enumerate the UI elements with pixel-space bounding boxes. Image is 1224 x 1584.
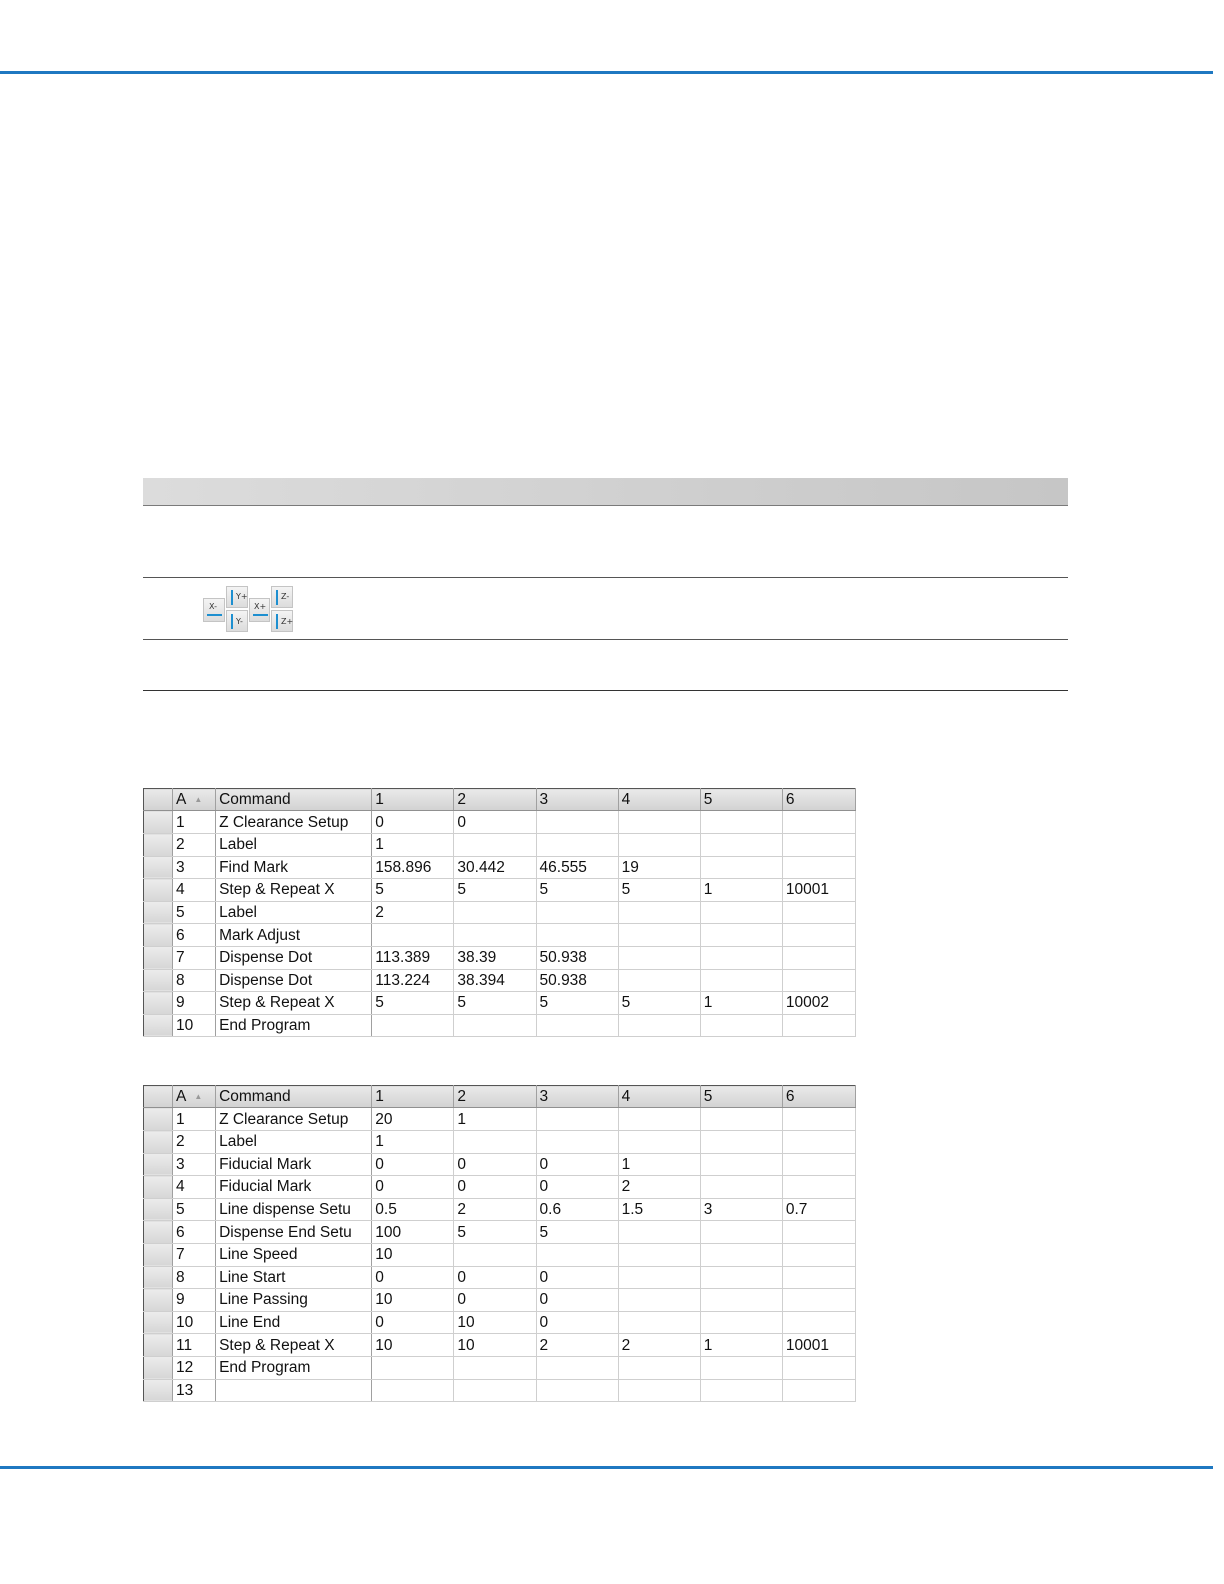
param-cell[interactable]	[700, 1356, 782, 1379]
param-cell[interactable]	[372, 1014, 454, 1037]
info-table-row	[143, 640, 1068, 691]
param-cell[interactable]: 0	[536, 1176, 618, 1199]
row-number-cell[interactable]: 6	[173, 1221, 216, 1244]
param-cell[interactable]: 19	[618, 856, 700, 879]
column-header[interactable]: 6	[782, 1086, 855, 1108]
param-cell[interactable]: 5	[454, 992, 536, 1015]
table-row	[144, 992, 856, 1015]
command-cell[interactable]: Z Clearance Setup	[216, 811, 372, 834]
table-row	[144, 1379, 856, 1402]
row-selector[interactable]	[144, 1221, 173, 1244]
param-cell[interactable]	[536, 1379, 618, 1402]
row-number-cell[interactable]: 7	[173, 946, 216, 969]
param-cell[interactable]: 0.6	[536, 1198, 618, 1221]
table-row	[144, 1014, 856, 1037]
command-cell[interactable]: Step & Repeat X	[216, 1334, 372, 1357]
param-cell[interactable]	[700, 1221, 782, 1244]
param-cell[interactable]: 1	[372, 1131, 454, 1154]
table-row	[144, 1334, 856, 1357]
param-cell[interactable]	[700, 924, 782, 947]
command-cell[interactable]: Fiducial Mark	[216, 1153, 372, 1176]
row-number-cell[interactable]: 3	[173, 1153, 216, 1176]
param-cell[interactable]	[454, 1014, 536, 1037]
param-cell[interactable]	[782, 1221, 855, 1244]
arrow-up-icon	[276, 590, 278, 605]
param-cell[interactable]: 1	[700, 992, 782, 1015]
param-cell[interactable]: 50.938	[536, 946, 618, 969]
param-cell[interactable]: 1	[700, 879, 782, 902]
param-cell[interactable]: 2	[536, 1334, 618, 1357]
param-cell[interactable]: 0	[372, 811, 454, 834]
column-header[interactable]: 5	[700, 1086, 782, 1108]
param-cell[interactable]: 10002	[782, 992, 855, 1015]
param-cell[interactable]	[618, 1221, 700, 1244]
row-selector[interactable]	[144, 1108, 173, 1131]
row-number-cell[interactable]: 1	[173, 811, 216, 834]
param-cell[interactable]	[700, 1311, 782, 1334]
param-cell[interactable]: 0	[372, 1266, 454, 1289]
column-header[interactable]: 2	[454, 1086, 536, 1108]
command-cell[interactable]: Label	[216, 1131, 372, 1154]
row-selector[interactable]	[144, 1014, 173, 1037]
command-cell[interactable]: Dispense Dot	[216, 946, 372, 969]
param-cell[interactable]	[700, 1176, 782, 1199]
param-cell[interactable]: 10	[454, 1334, 536, 1357]
table-row	[144, 811, 856, 834]
param-cell[interactable]	[782, 1243, 855, 1266]
column-header[interactable]: 1	[372, 1086, 454, 1108]
param-cell[interactable]: 100	[372, 1221, 454, 1244]
param-cell[interactable]: 0	[536, 1311, 618, 1334]
select-all-corner[interactable]	[144, 1086, 173, 1108]
info-table-row	[143, 506, 1068, 578]
column-header[interactable]: 5	[700, 789, 782, 811]
x-plus-button[interactable]: X+	[249, 598, 270, 622]
command-cell[interactable]: Step & Repeat X	[216, 879, 372, 902]
z-minus-button[interactable]: Z-	[271, 586, 293, 608]
row-number-cell[interactable]: 8	[173, 969, 216, 992]
table-row	[144, 1221, 856, 1244]
table-row	[144, 1176, 856, 1199]
row-number-cell[interactable]: 7	[173, 1243, 216, 1266]
param-cell[interactable]	[700, 901, 782, 924]
param-cell[interactable]: 0	[454, 1153, 536, 1176]
row-number-cell[interactable]: 9	[173, 992, 216, 1015]
row-selector[interactable]	[144, 1379, 173, 1402]
param-cell[interactable]	[618, 1379, 700, 1402]
column-header[interactable]: Command	[216, 789, 372, 811]
param-cell[interactable]	[454, 1356, 536, 1379]
param-cell[interactable]	[536, 924, 618, 947]
param-cell[interactable]	[782, 834, 855, 857]
param-cell[interactable]: 1	[454, 1108, 536, 1131]
param-cell[interactable]: 20	[372, 1108, 454, 1131]
table-row	[144, 1311, 856, 1334]
info-table-header	[143, 478, 1068, 506]
column-header[interactable]: Command	[216, 1086, 372, 1108]
row-selector[interactable]	[144, 1311, 173, 1334]
sort-indicator-icon: ▲	[194, 795, 203, 805]
command-cell[interactable]: Line End	[216, 1311, 372, 1334]
param-cell[interactable]: 10001	[782, 1334, 855, 1357]
param-cell[interactable]	[454, 924, 536, 947]
table-row	[144, 924, 856, 947]
param-cell[interactable]: 0.7	[782, 1198, 855, 1221]
table-row	[144, 1243, 856, 1266]
param-cell[interactable]	[782, 1266, 855, 1289]
row-number-cell[interactable]: 10	[173, 1014, 216, 1037]
command-cell[interactable]: Find Mark	[216, 856, 372, 879]
param-cell[interactable]	[782, 1356, 855, 1379]
param-cell[interactable]: 50.938	[536, 969, 618, 992]
param-cell[interactable]	[618, 1266, 700, 1289]
param-cell[interactable]	[782, 1311, 855, 1334]
column-header[interactable]: A ▲	[173, 789, 216, 811]
row-number-cell[interactable]: 10	[173, 1311, 216, 1334]
param-cell[interactable]: 0	[454, 811, 536, 834]
param-cell[interactable]	[618, 1131, 700, 1154]
param-cell[interactable]	[536, 834, 618, 857]
grid-header-row	[144, 789, 856, 811]
param-cell[interactable]	[782, 1379, 855, 1402]
command-cell[interactable]: Line Passing	[216, 1289, 372, 1312]
row-selector[interactable]	[144, 901, 173, 924]
param-cell[interactable]	[618, 1243, 700, 1266]
param-cell[interactable]: 0	[372, 1153, 454, 1176]
param-cell[interactable]	[782, 969, 855, 992]
row-number-cell[interactable]: 1	[173, 1108, 216, 1131]
y-minus-button[interactable]: Y-	[226, 610, 248, 632]
param-cell[interactable]	[782, 811, 855, 834]
arrow-down-icon	[276, 614, 278, 629]
row-selector[interactable]	[144, 1153, 173, 1176]
param-cell[interactable]	[782, 1289, 855, 1312]
param-cell[interactable]	[700, 1108, 782, 1131]
param-cell[interactable]	[618, 811, 700, 834]
param-cell[interactable]	[536, 1131, 618, 1154]
param-cell[interactable]	[782, 901, 855, 924]
row-number-cell[interactable]: 6	[173, 924, 216, 947]
param-cell[interactable]: 38.394	[454, 969, 536, 992]
param-cell[interactable]: 5	[536, 992, 618, 1015]
param-cell[interactable]	[536, 1243, 618, 1266]
command-cell[interactable]: End Program	[216, 1014, 372, 1037]
param-cell[interactable]: 0.5	[372, 1198, 454, 1221]
grid-header-row	[144, 1086, 856, 1108]
param-cell[interactable]	[618, 924, 700, 947]
info-table-row	[143, 578, 1068, 640]
param-cell[interactable]: 0	[372, 1176, 454, 1199]
param-cell[interactable]: 10001	[782, 879, 855, 902]
row-selector[interactable]	[144, 1266, 173, 1289]
z-plus-button[interactable]: Z+	[271, 610, 293, 632]
row-number-cell[interactable]: 5	[173, 1198, 216, 1221]
param-cell[interactable]	[700, 1014, 782, 1037]
row-selector[interactable]	[144, 1334, 173, 1357]
row-selector[interactable]	[144, 969, 173, 992]
row-number-cell[interactable]: 11	[173, 1334, 216, 1357]
param-cell[interactable]	[700, 1153, 782, 1176]
param-cell[interactable]: 5	[618, 992, 700, 1015]
row-number-cell[interactable]: 4	[173, 879, 216, 902]
row-selector[interactable]	[144, 1289, 173, 1312]
command-cell[interactable]: Z Clearance Setup	[216, 1108, 372, 1131]
command-cell[interactable]: Dispense Dot	[216, 969, 372, 992]
row-number-cell[interactable]: 4	[173, 1176, 216, 1199]
param-cell[interactable]: 5	[618, 879, 700, 902]
row-selector[interactable]	[144, 811, 173, 834]
row-selector[interactable]	[144, 1243, 173, 1266]
param-cell[interactable]: 5	[372, 879, 454, 902]
table-row	[144, 879, 856, 902]
table-row	[144, 1153, 856, 1176]
column-header[interactable]: 2	[454, 789, 536, 811]
param-cell[interactable]	[782, 1014, 855, 1037]
command-cell[interactable]: Dispense End Setu	[216, 1221, 372, 1244]
param-cell[interactable]: 158.896	[372, 856, 454, 879]
param-cell[interactable]: 10	[372, 1243, 454, 1266]
param-cell[interactable]	[454, 1131, 536, 1154]
param-cell[interactable]	[536, 1356, 618, 1379]
command-cell[interactable]: Line Start	[216, 1266, 372, 1289]
param-cell[interactable]: 1.5	[618, 1198, 700, 1221]
param-cell[interactable]	[618, 901, 700, 924]
param-cell[interactable]: 1	[372, 834, 454, 857]
command-cell[interactable]: Label	[216, 901, 372, 924]
param-cell[interactable]	[372, 924, 454, 947]
command-cell[interactable]: Mark Adjust	[216, 924, 372, 947]
param-cell[interactable]	[618, 946, 700, 969]
param-cell[interactable]: 5	[454, 1221, 536, 1244]
param-cell[interactable]	[536, 811, 618, 834]
param-cell[interactable]	[782, 1153, 855, 1176]
param-cell[interactable]	[536, 1014, 618, 1037]
row-number-cell[interactable]: 3	[173, 856, 216, 879]
row-selector[interactable]	[144, 924, 173, 947]
command-cell[interactable]: End Program	[216, 1356, 372, 1379]
row-selector[interactable]	[144, 1356, 173, 1379]
param-cell[interactable]: 2	[618, 1176, 700, 1199]
param-cell[interactable]	[454, 834, 536, 857]
param-cell[interactable]: 0	[536, 1289, 618, 1312]
param-cell[interactable]	[536, 1108, 618, 1131]
command-cell[interactable]	[216, 1379, 372, 1402]
jog-buttons	[203, 586, 295, 634]
param-cell[interactable]	[618, 1311, 700, 1334]
param-cell[interactable]: 113.224	[372, 969, 454, 992]
row-selector[interactable]	[144, 1198, 173, 1221]
program-grid-1	[143, 788, 856, 1037]
param-cell[interactable]: 1	[618, 1153, 700, 1176]
param-cell[interactable]	[782, 1131, 855, 1154]
table-row	[144, 1266, 856, 1289]
param-cell[interactable]: 5	[536, 879, 618, 902]
table-row	[144, 1131, 856, 1154]
table-row	[144, 901, 856, 924]
param-cell[interactable]	[700, 969, 782, 992]
table-row	[144, 856, 856, 879]
param-cell[interactable]: 0	[372, 1311, 454, 1334]
param-cell[interactable]	[700, 1131, 782, 1154]
info-table	[143, 478, 1068, 691]
select-all-corner[interactable]	[144, 789, 173, 811]
param-cell[interactable]: 5	[536, 1221, 618, 1244]
command-cell[interactable]: Line dispense Setu	[216, 1198, 372, 1221]
param-cell[interactable]	[618, 834, 700, 857]
param-cell[interactable]	[782, 856, 855, 879]
row-selector[interactable]	[144, 992, 173, 1015]
table-row	[144, 946, 856, 969]
column-header[interactable]: A ▲	[173, 1086, 216, 1108]
param-cell[interactable]	[700, 1266, 782, 1289]
param-cell[interactable]: 1	[700, 1334, 782, 1357]
footer-rule	[0, 1466, 1213, 1469]
param-cell[interactable]: 38.39	[454, 946, 536, 969]
param-cell[interactable]: 5	[454, 879, 536, 902]
header-rule	[0, 71, 1213, 74]
param-cell[interactable]	[618, 1108, 700, 1131]
row-number-cell[interactable]: 12	[173, 1356, 216, 1379]
param-cell[interactable]	[700, 1243, 782, 1266]
row-selector[interactable]	[144, 834, 173, 857]
param-cell[interactable]: 0	[454, 1266, 536, 1289]
row-selector[interactable]	[144, 946, 173, 969]
table-row	[144, 1356, 856, 1379]
param-cell[interactable]: 3	[700, 1198, 782, 1221]
param-cell[interactable]	[782, 1108, 855, 1131]
param-cell[interactable]	[372, 1356, 454, 1379]
column-header[interactable]: 6	[782, 789, 855, 811]
command-cell[interactable]: Line Speed	[216, 1243, 372, 1266]
row-number-cell[interactable]: 8	[173, 1266, 216, 1289]
sort-indicator-icon: ▲	[194, 1092, 203, 1102]
param-cell[interactable]	[372, 1379, 454, 1402]
param-cell[interactable]: 10	[454, 1311, 536, 1334]
table-row	[144, 834, 856, 857]
param-cell[interactable]	[700, 811, 782, 834]
param-cell[interactable]: 0	[536, 1153, 618, 1176]
x-minus-button[interactable]: X-	[203, 598, 225, 622]
row-number-cell[interactable]: 13	[173, 1379, 216, 1402]
row-selector[interactable]	[144, 856, 173, 879]
param-cell[interactable]	[536, 901, 618, 924]
param-cell[interactable]	[618, 1289, 700, 1312]
param-cell[interactable]: 2	[454, 1198, 536, 1221]
table-row	[144, 969, 856, 992]
row-number-cell[interactable]: 2	[173, 1131, 216, 1154]
table-row	[144, 1108, 856, 1131]
row-selector[interactable]	[144, 879, 173, 902]
param-cell[interactable]	[618, 969, 700, 992]
param-cell[interactable]	[700, 1379, 782, 1402]
param-cell[interactable]	[782, 924, 855, 947]
param-cell[interactable]	[618, 1356, 700, 1379]
row-number-cell[interactable]: 9	[173, 1289, 216, 1312]
param-cell[interactable]	[454, 1379, 536, 1402]
param-cell[interactable]: 10	[372, 1289, 454, 1312]
row-number-cell[interactable]: 5	[173, 901, 216, 924]
param-cell[interactable]	[700, 946, 782, 969]
param-cell[interactable]: 2	[618, 1334, 700, 1357]
column-header[interactable]: 4	[618, 1086, 700, 1108]
column-header[interactable]: 3	[536, 1086, 618, 1108]
column-header[interactable]: 4	[618, 789, 700, 811]
param-cell[interactable]: 2	[372, 901, 454, 924]
param-cell[interactable]	[782, 1176, 855, 1199]
param-cell[interactable]: 30.442	[454, 856, 536, 879]
column-header[interactable]: 1	[372, 789, 454, 811]
param-cell[interactable]	[700, 1289, 782, 1312]
param-cell[interactable]: 5	[372, 992, 454, 1015]
param-cell[interactable]: 113.389	[372, 946, 454, 969]
param-cell[interactable]	[618, 1014, 700, 1037]
command-cell[interactable]: Label	[216, 834, 372, 857]
param-cell[interactable]	[700, 834, 782, 857]
arrow-left-icon	[207, 614, 222, 616]
arrow-right-icon	[253, 614, 268, 616]
column-header[interactable]: 3	[536, 789, 618, 811]
param-cell[interactable]: 0	[536, 1266, 618, 1289]
command-cell[interactable]: Fiducial Mark	[216, 1176, 372, 1199]
command-cell[interactable]: Step & Repeat X	[216, 992, 372, 1015]
arrow-down-icon	[231, 614, 233, 629]
program-grid-2	[143, 1085, 856, 1402]
row-selector[interactable]	[144, 1176, 173, 1199]
arrow-up-icon	[231, 590, 233, 605]
param-cell[interactable]: 10	[372, 1334, 454, 1357]
table-row	[144, 1289, 856, 1312]
param-cell[interactable]	[454, 901, 536, 924]
table-row	[144, 1198, 856, 1221]
param-cell[interactable]	[782, 946, 855, 969]
param-cell[interactable]: 0	[454, 1289, 536, 1312]
param-cell[interactable]	[454, 1243, 536, 1266]
param-cell[interactable]: 46.555	[536, 856, 618, 879]
param-cell[interactable]: 0	[454, 1176, 536, 1199]
row-number-cell[interactable]: 2	[173, 834, 216, 857]
row-selector[interactable]	[144, 1131, 173, 1154]
param-cell[interactable]	[700, 856, 782, 879]
y-plus-button[interactable]: Y+	[226, 586, 248, 608]
